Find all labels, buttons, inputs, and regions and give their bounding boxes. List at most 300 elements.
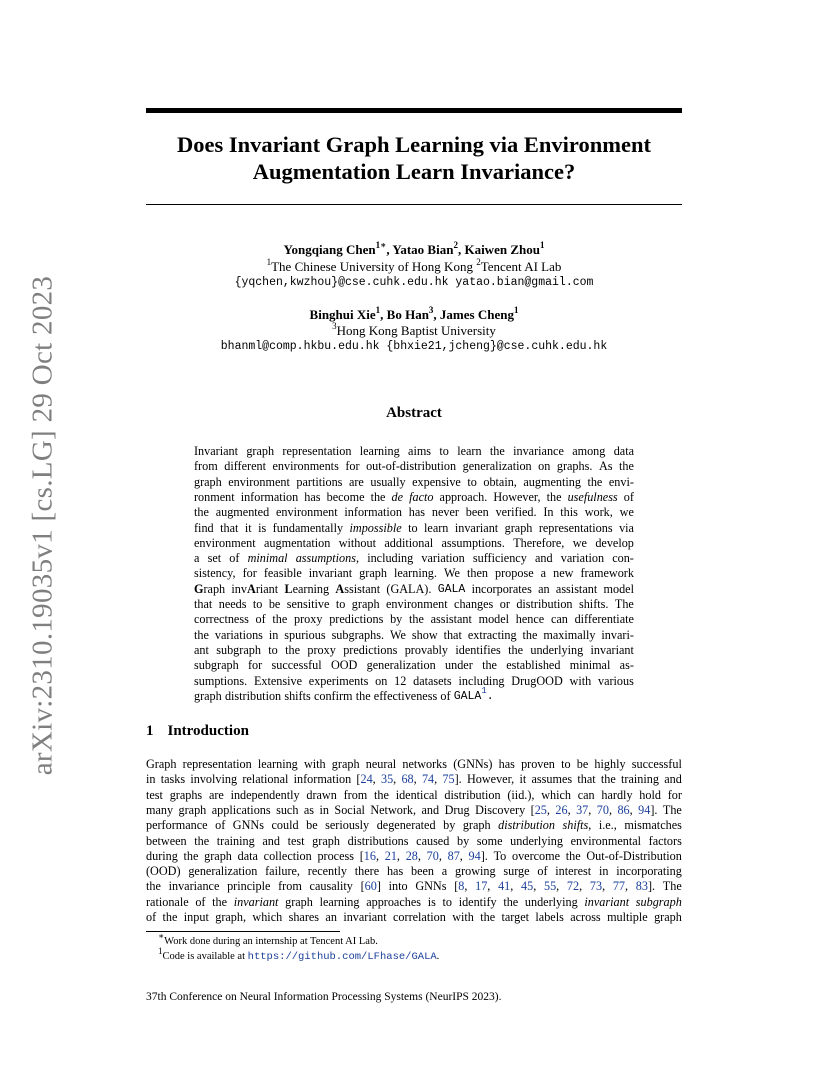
word: expensive [412,474,461,489]
text-line [194,685,634,704]
word: aims [408,444,432,458]
word: invariant [343,910,387,924]
word: principle [227,879,271,894]
word: the [212,894,228,909]
title-bottom-rule [146,204,682,205]
word: learn [424,520,449,535]
word: training [216,833,255,848]
word: of [229,551,240,566]
text-line [146,818,682,833]
word: into [388,879,408,894]
word: GALA$^1$. [453,685,494,703]
word: invariant [308,566,353,581]
word: sufficiency [472,551,527,566]
word: out-of-distribution [366,459,457,474]
word: Assistant [335,581,381,596]
word: 87, [447,848,463,863]
word: identical [395,787,438,802]
word: graph [178,802,207,817]
word: obtain, [483,474,517,489]
word: among [572,444,606,458]
word: the [587,474,603,489]
affiliation-group-2 [146,320,682,339]
word: a [194,551,200,566]
word: To [493,848,507,863]
word: for [667,787,682,802]
word: 21, [384,848,400,863]
word: from [278,879,302,894]
word: ronment [194,489,235,504]
word: Learning [284,581,330,596]
text-line [194,628,634,643]
word: (iid.), [507,787,535,802]
word: incorporates [471,581,532,596]
author-name: James Cheng [439,307,514,322]
word: The [662,802,682,817]
word: shifts, [562,818,592,833]
word: or [499,597,510,611]
word: develop [595,535,634,550]
word: However, [466,772,515,787]
text-line [194,643,634,658]
word: The [662,879,682,894]
word: spurious [284,627,326,642]
word: invAriant [231,581,279,596]
word: usually [370,474,406,489]
word: the [374,787,389,802]
word: overcome [511,848,561,863]
word: In [543,505,554,520]
word: variations [214,627,263,642]
word: shares [288,910,320,924]
word: of [255,612,266,627]
word: degenerated [376,818,436,833]
conference-footer: 37th Conference on Neural Information Processing Systems (NeurIPS 2023). [146,991,502,1003]
word: predictions [343,642,398,657]
word: that [577,772,596,787]
word: causality [309,879,353,894]
word: and [664,772,682,787]
word: 94]. [638,802,658,817]
word: of [623,489,634,504]
word: approach. [439,489,488,504]
word: collection [263,848,312,863]
word: Therefore, [513,535,565,550]
word: incorporating [616,864,682,879]
word: graph [204,848,232,863]
word: OOD [330,658,358,673]
word: variation [421,551,465,566]
word: involving [190,772,238,787]
word: 26, [555,802,571,817]
word: from [194,459,218,474]
word: mismatches [624,818,682,833]
word: hardly [601,787,633,802]
author-names-group-2: Binghui Xie$^1$, Bo Han$^3$, James Cheng$^1$ [309,304,519,322]
section-heading-introduction [146,723,249,740]
word: learning [319,894,360,909]
word: the [370,489,386,504]
word: 70, [426,848,442,863]
word: predictions [329,612,384,627]
text-line [146,895,682,910]
word: con- [612,551,634,566]
word: across [570,910,601,924]
word: correctness [194,612,249,627]
text-line [146,864,682,879]
text-line [194,612,634,627]
affiliation-mark: 3 [428,304,434,315]
text-line [146,803,682,818]
affiliation: Hong Kong Baptist University [336,323,496,338]
word: subgraphs. [331,627,385,642]
word: never [431,505,459,520]
word: successful [271,658,322,673]
word: variation [560,551,605,566]
word: 41, [498,879,514,894]
word: augmentation [264,535,331,550]
word: [16, [359,848,380,863]
word: interest [555,864,592,879]
word: has [498,757,515,771]
word: on [538,459,551,474]
word: the [522,627,538,642]
word: experiments [308,673,369,688]
word: partitions [296,474,343,489]
word: underlying [524,894,578,909]
word: graph [331,757,360,771]
word: including [458,673,505,688]
word: graph [351,597,380,611]
word: on [375,673,388,688]
word: seriously [325,818,370,833]
word: invariance [513,444,564,458]
word: effectiveness [373,688,438,703]
word: distribution [444,787,501,802]
word: between [146,833,187,848]
footnote-mark: ∗ [158,930,165,941]
text-line [194,658,634,673]
word: subgraph [635,894,682,909]
word: 70, [596,802,612,817]
word: 77, [612,879,629,894]
affiliation: Tencent AI Lab [480,259,562,274]
word: labels [535,910,564,924]
word: could [271,818,299,833]
word: can [577,787,595,802]
word: training [621,772,659,787]
author-names-group-1: Yongqiang Chen$^{1∗}$, Yatao Bian$^2$, Kaiwen Zhou$^1$ [283,239,545,257]
word: the [355,688,371,703]
word: this [560,505,578,520]
word: invariance [168,879,220,894]
affiliation-mark: 1 [539,239,545,250]
word: environmental [570,833,642,848]
word: underlying [530,642,584,657]
text-line [194,459,634,474]
word: graph, [215,910,247,924]
affiliation-mark: 1 [513,304,519,315]
word: 73, [589,879,606,894]
text-line [194,566,634,581]
text-line [194,582,634,597]
word: 28, [405,848,421,863]
word: such [276,802,299,817]
word: drawn [306,787,337,802]
word: 55, [543,879,560,894]
word: hold [639,787,661,802]
word: distribution [516,597,573,611]
word: that [443,627,462,642]
affiliation-group-1 [146,256,682,275]
word: with [569,673,592,688]
word: to [439,444,449,458]
word: by [390,612,403,627]
word: is [427,894,436,909]
word: identify [458,894,497,909]
word: during [146,848,178,863]
code-link[interactable]: https://github.com/LFhase/GALA [247,951,437,963]
word: which [252,910,283,924]
word: generalization [366,658,436,673]
author-name: Yatao Bian [392,242,454,257]
word: differentiate [574,612,634,627]
word: to [442,894,453,909]
word: Out-of-Distribution [586,848,682,863]
word: to [561,757,571,771]
word: representation [182,757,252,771]
word: DrugOOD [511,673,563,688]
word: via [619,520,634,535]
word: growing [454,864,496,879]
word: it [519,772,527,787]
word: multiple [607,910,648,924]
word: the [619,459,634,474]
affiliation-mark: 2 [476,256,481,267]
word: 72, [566,879,583,894]
word: [24, [356,772,376,787]
word: confirm [313,688,353,703]
word: graph [194,688,222,703]
word: can [550,612,568,627]
word: feasible [263,566,302,581]
word: [8, [454,879,468,894]
word: the [194,505,209,520]
word: by [443,818,456,833]
word: by [456,833,470,848]
word: the [146,879,161,894]
word: graphs. [556,459,593,474]
word: of [195,894,206,909]
word: for [345,459,360,474]
word: successful [631,757,682,771]
word: the [194,833,210,848]
word: the [489,444,505,458]
word: shifts [284,688,311,703]
word: proxy [307,642,336,657]
word: (OOD) [146,864,181,879]
word: approaches [366,894,422,909]
word: environment [385,597,448,611]
word: test [146,787,163,802]
word: new [553,566,574,581]
word: a [540,566,547,581]
word: as- [619,658,634,673]
word: some [476,833,503,848]
word: extracting [467,627,517,642]
word: the [480,910,496,924]
footnote-text: Code is available at [162,951,248,962]
text-line [194,521,634,536]
word: established [506,658,561,673]
word: Drug [444,802,470,817]
word: test [287,833,305,848]
word: 74, [421,772,438,787]
word: hence [515,612,545,627]
word: sistency, [194,566,236,581]
word: usefulness [567,489,618,504]
word: be [306,818,318,833]
word: ant [194,642,209,657]
word: factors [648,833,682,848]
footnote-1 [158,930,378,948]
affiliation-mark: 2 [453,239,458,250]
word: graphs [169,787,203,802]
title-line-2: Augmentation Learn Invariance? [252,159,576,184]
word: 83]. [635,879,656,894]
word: 17, [475,879,491,894]
word: different [224,459,266,474]
word: a [441,864,448,879]
section-number: 1 [146,723,154,739]
word: Graph [146,757,177,771]
word: that [220,520,239,535]
word: (GALA). [386,581,432,596]
word: with [452,910,474,924]
word: facto [409,489,434,504]
word: minimal [569,658,611,673]
word: for [242,566,257,581]
word: distributions [347,833,409,848]
title-top-rule [146,108,682,113]
word: propose [495,566,534,581]
word: assumptions, [295,551,360,566]
text-line [146,772,682,787]
word: environment [194,535,256,550]
word: invariant [233,894,279,909]
word: to [467,474,477,489]
word: sensitive [286,597,330,611]
word: identifies [455,642,501,657]
author-name: Yongqiang Chen [283,242,376,257]
word: graph [194,474,222,489]
word: the [408,612,424,627]
footnote-text: Work done during an internship at Tencent AI Lab. [164,936,378,947]
word: the [600,772,616,787]
word: 86, [617,802,633,817]
word: learning. [393,566,437,581]
word: find [194,520,214,535]
section-title: Introduction [167,723,249,739]
affiliation-mark: 1 [375,239,381,250]
affiliation-mark: 3 [332,320,337,331]
word: fundamentally [272,520,344,535]
word: and [262,833,280,848]
word: framework [580,566,634,581]
word: data [613,444,634,458]
word: generalization [462,459,532,474]
word: performance [146,818,208,833]
word: from [343,787,368,802]
emails-group-1: {yqchen,kwzhou}@cse.cuhk.edu.hk yatao.bian@gmail.com [234,276,594,289]
word: minimal [247,551,288,566]
word: As [598,459,613,474]
text-line [146,834,682,849]
text-line [194,597,634,612]
word: including [367,551,414,566]
word: learning [359,444,400,458]
author-name: Binghui Xie [309,307,376,322]
word: information [293,772,352,787]
footnote-mark: 1 [158,945,163,956]
word: as [303,802,315,817]
word: many [146,802,174,817]
word: been [465,505,489,520]
word: datasets [413,673,452,688]
word: representation [282,444,352,458]
word: in [319,802,329,817]
word: show [411,627,438,642]
word: the [503,894,519,909]
word: work, [584,505,613,520]
word: additional [384,535,434,550]
footnote-2 [158,945,440,964]
word: invariant [454,520,499,535]
word: an [325,910,337,924]
word: for [248,658,263,673]
word: needs [218,597,247,611]
word: be [576,757,589,771]
word: are [208,787,224,802]
word: Social [334,802,365,817]
word: environment [228,474,290,489]
word: caused [416,833,450,848]
word: it [244,520,252,535]
word: in [268,627,279,642]
word: independently [230,787,300,802]
word: networks [402,757,448,771]
word: relational [242,772,289,787]
affiliation: The Chinese University of Hong Kong [271,259,477,274]
word: graph [285,894,313,909]
word: generalization [188,864,258,879]
word: learn [457,444,482,458]
word: envi- [608,474,634,489]
word: invariant [584,894,630,909]
word: model [478,612,510,627]
word: has [408,505,426,520]
title-line-1: Does Invariant Graph Learning via Environment [176,132,651,157]
word: We [444,566,460,581]
word: the [183,848,199,863]
word: input [183,910,209,924]
word: learning [257,757,298,771]
word: The [614,597,634,611]
word: recently [307,864,348,879]
word: invari- [601,627,634,642]
word: 37, [576,802,592,817]
word: graph [246,444,275,458]
